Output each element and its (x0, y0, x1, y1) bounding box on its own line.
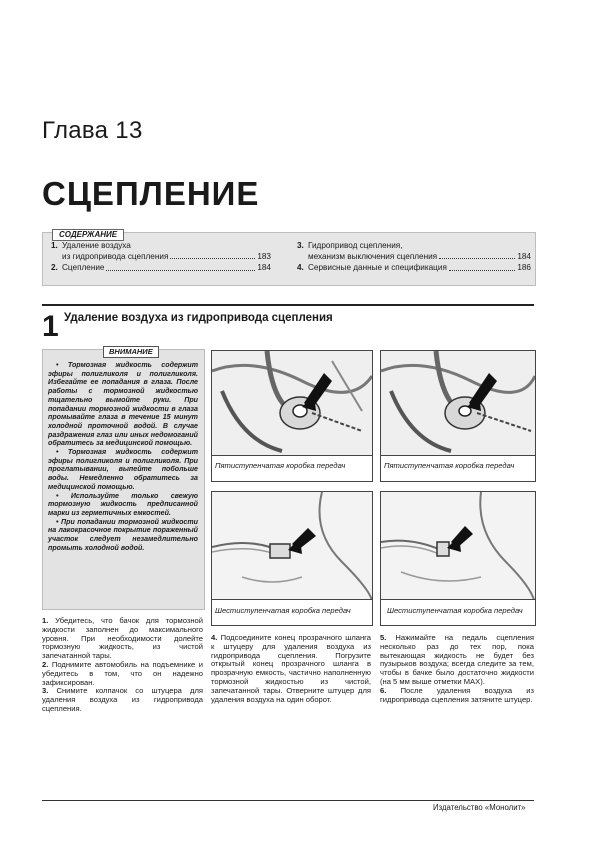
toc-page: 183 (257, 251, 271, 261)
toc-number: 2. (51, 263, 58, 272)
toc-item[interactable] (297, 241, 531, 262)
warning-paragraph: • Используйте только свежую тормозную жидкость предписанной марки из герметичных емкостей. (48, 491, 198, 517)
step-number: 1. (42, 616, 49, 625)
toc-page: 186 (517, 263, 531, 272)
publisher-footer: Издательство «Монолит» (433, 803, 526, 812)
step-item (42, 661, 203, 687)
photo-caption: Пятиступенчатая коробка передач (215, 461, 346, 470)
contents-heading: СОДЕРЖАНИЕ (52, 229, 124, 241)
toc-item[interactable] (51, 241, 271, 262)
photo-caption: Пятиступенчатая коробка передач (384, 461, 515, 470)
toc-number: 1. (51, 241, 58, 250)
toc-page: 184 (257, 263, 271, 272)
toc-page: 184 (517, 251, 531, 261)
step-number: 6. (380, 685, 387, 695)
step-text: Убедитесь, что бачок для тормозной жидкости заполнен до максимального уровня. При необходимости долейте тормозную жидкость, из чистой запечатанной тары. (42, 616, 203, 661)
step-text: Снимите колпачок со штуцера для удаления воздуха из гидропривода сцепления. (42, 686, 203, 713)
step-list-right (380, 634, 534, 704)
step-item (42, 687, 203, 713)
step-text: После удаления воздуха из гидропривода сцепления затяните штуцер. (380, 685, 534, 704)
footer-rule (42, 800, 534, 801)
page-title: СЦЕПЛЕНИЕ (42, 175, 260, 212)
toc-text: Сервисные данные и спецификация (308, 263, 447, 272)
toc-text: Гидропривод сцепления, (308, 241, 403, 250)
step-item (380, 634, 534, 687)
photo-five-speed-bleeder-closeup (380, 350, 536, 482)
photo-five-speed-bleeder (211, 350, 373, 482)
step-text: Нажимайте на педаль сцепления несколько раз до тех пор, пока вытекающая жидкость не будет без пузырьков воздуха; всегда следите за тем, чтобы в бачке было достаточно жидкости (на 5 мм выше отметки MAX). (380, 633, 534, 686)
step-list-left (42, 617, 203, 714)
toc-text: Сцепление (62, 263, 105, 272)
photo-caption: Шестиступенчатая коробка передач (215, 606, 351, 615)
toc-number: 4. (297, 263, 304, 272)
step-list-middle (211, 634, 371, 704)
warning-text (48, 361, 198, 552)
step-item (211, 634, 371, 704)
warning-paragraph: • Тормозная жидкость содержит эфиры полигликоля и полигликоля. При проглатывании, выпейте побольше воды. Немедленно обратитесь за медицинской помощью. (48, 448, 198, 491)
step-text: Подсоедините конец прозрачного шланга к штуцеру для удаления воздуха из гидропривода сцепления. Погрузите открытый конец прозрачного шланга в прозрачную емкость, частично наполненную тормозной жидкостью из чистой, запечатанной тары. Отверните штуцер для удаления воздуха на один оборот. (211, 633, 371, 704)
photo-six-speed-bleeder (211, 491, 373, 626)
step-number: 5. (380, 633, 387, 642)
step-number: 4. (211, 633, 218, 642)
step-number: 2. (42, 659, 49, 669)
warning-heading: ВНИМАНИЕ (103, 346, 159, 358)
toc-item[interactable] (51, 263, 271, 274)
section-number: 1 (42, 310, 59, 343)
warning-paragraph: • При попадании тормозной жидкости на лакокрасочное покрытие пораженный участок следует незамедлительно промыть холодной водой. (48, 517, 198, 552)
step-item (42, 617, 203, 661)
photo-caption: Шестиступенчатая коробка передач (387, 606, 523, 615)
warning-paragraph: • Тормозная жидкость содержит эфиры полигликоля и полигликоля. Избегайте ее попадания в глаза. После работы с тормозной жидкостью тщательно вымойте руки. При попадании тормозной жидкости в глаза промывайте глаза в течение 15 минут холодной проточной водой. В случае раздражения глаз или иных недомоганий обратитесь за медицинской помощью. (48, 361, 198, 448)
photo-six-speed-bleeder-closeup (380, 491, 536, 626)
toc-text: Удаление воздуха (62, 241, 131, 250)
toc-text: из гидропривода сцепления (62, 251, 169, 261)
step-text: Поднимите автомобиль на подъемнике и убедитесь в том, что он надежно зафиксирован. (42, 659, 203, 687)
step-number: 3. (42, 686, 49, 696)
toc-item[interactable] (297, 263, 531, 274)
chapter-label: Глава 13 (42, 117, 143, 144)
step-item (380, 687, 534, 705)
section-title: Удаление воздуха из гидропривода сцепления (64, 312, 333, 324)
toc-text: механизм выключения сцепления (308, 251, 438, 261)
toc-number: 3. (297, 241, 304, 250)
